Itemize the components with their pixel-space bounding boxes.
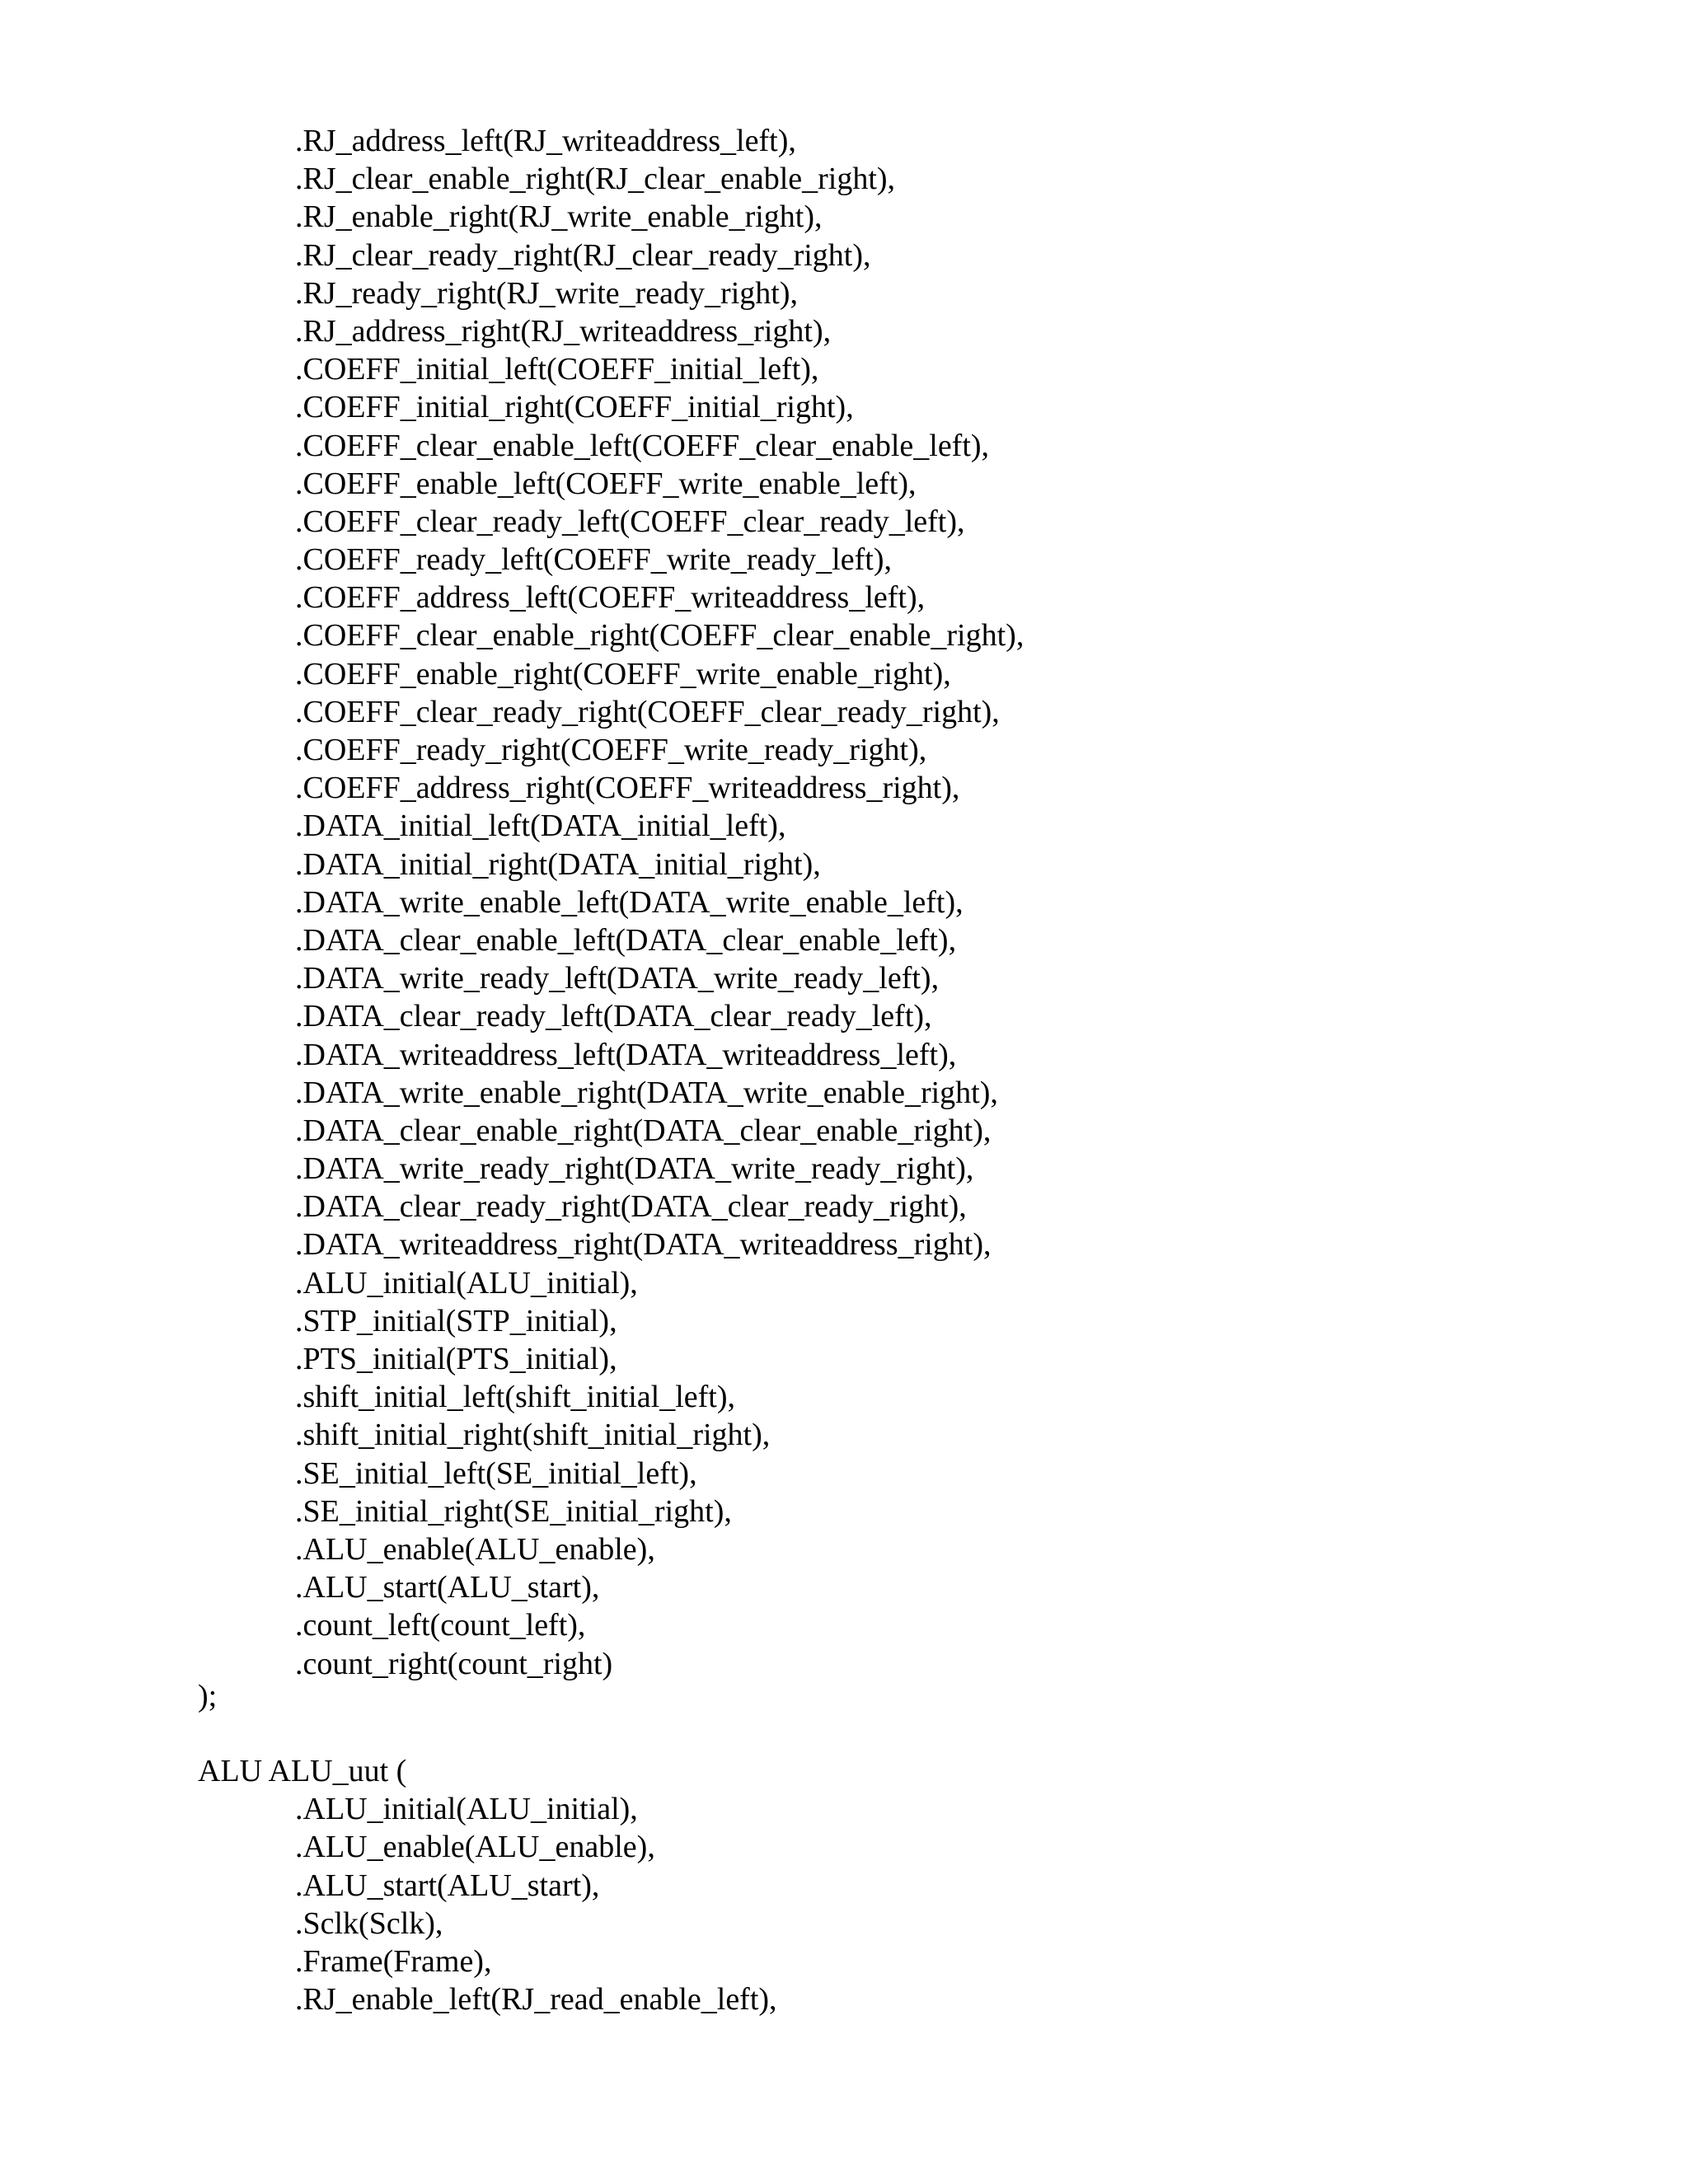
code-line: .DATA_clear_ready_left(DATA_clear_ready_left),: [295, 999, 932, 1034]
code-line: .RJ_clear_ready_right(RJ_clear_ready_right),: [295, 237, 871, 273]
code-line: .SE_initial_right(SE_initial_right),: [295, 1493, 732, 1529]
code-line: .ALU_initial(ALU_initial),: [295, 1265, 638, 1301]
code-line: .COEFF_ready_right(COEFF_write_ready_right),: [295, 733, 927, 767]
code-line: .COEFF_clear_ready_left(COEFF_clear_ready_left),: [295, 504, 965, 539]
code-line: .DATA_initial_right(DATA_initial_right),: [295, 846, 821, 882]
code-line: .shift_initial_left(shift_initial_left),: [295, 1380, 736, 1415]
close-paren: );: [198, 1679, 218, 1713]
code-line: .COEFF_address_left(COEFF_writeaddress_left),: [295, 580, 926, 616]
code-line: .RJ_enable_right(RJ_write_enable_right),: [295, 199, 823, 235]
code-line: .RJ_ready_right(RJ_write_ready_right),: [295, 275, 798, 311]
code-line: .DATA_clear_enable_left(DATA_clear_enable_left),: [295, 922, 957, 958]
code-line: .PTS_initial(PTS_initial),: [295, 1342, 617, 1376]
code-line: .DATA_clear_ready_right(DATA_clear_ready_right),: [295, 1189, 967, 1225]
code-line: .ALU_start(ALU_start),: [295, 1868, 600, 1903]
code-line: .shift_initial_right(shift_initial_right),: [295, 1418, 771, 1453]
code-line: .COEFF_enable_left(COEFF_write_enable_left),: [295, 466, 917, 501]
alu-instance-header: ALU ALU_uut (: [198, 1754, 407, 1788]
port-map-list: [0, 122, 1688, 1683]
code-line: .RJ_address_right(RJ_writeaddress_right),: [295, 313, 832, 349]
code-line: .COEFF_clear_enable_left(COEFF_clear_enable_left),: [295, 428, 990, 463]
code-line: .ALU_enable(ALU_enable),: [295, 1531, 655, 1567]
code-line: .DATA_writeaddress_right(DATA_writeaddress_right),: [295, 1227, 992, 1263]
code-line: .STP_initial(STP_initial),: [295, 1303, 617, 1338]
code-line: .count_left(count_left),: [295, 1608, 586, 1643]
code-line: .SE_initial_left(SE_initial_left),: [295, 1455, 697, 1491]
code-line: .COEFF_enable_right(COEFF_write_enable_right),: [295, 656, 951, 691]
code-line: .DATA_write_enable_right(DATA_write_enable_right),: [295, 1075, 998, 1110]
alu-instance-block: [0, 1752, 1688, 2018]
code-line: .RJ_clear_enable_right(RJ_clear_enable_right),: [295, 162, 896, 197]
code-line: .DATA_write_enable_left(DATA_write_enable_left),: [295, 884, 964, 920]
code-line: .Frame(Frame),: [295, 1943, 492, 1979]
code-line: .COEFF_initial_left(COEFF_initial_left),: [295, 352, 819, 387]
code-line: .COEFF_ready_left(COEFF_write_ready_left),: [295, 542, 892, 578]
code-line: .RJ_enable_left(RJ_read_enable_left),: [295, 1982, 777, 2018]
code-line: .DATA_writeaddress_left(DATA_writeaddress_left),: [295, 1037, 957, 1072]
code-line: .COEFF_address_right(COEFF_writeaddress_right),: [295, 771, 960, 806]
code-line: .ALU_start(ALU_start),: [295, 1570, 600, 1605]
code-line: .COEFF_initial_right(COEFF_initial_right),: [295, 390, 854, 425]
code-line: .count_right(count_right): [295, 1646, 613, 1681]
code-line: .DATA_clear_enable_right(DATA_clear_enable_right),: [295, 1113, 992, 1148]
code-line: .ALU_initial(ALU_initial),: [295, 1792, 638, 1827]
code-line: .Sclk(Sclk),: [295, 1905, 443, 1941]
code-line: .RJ_address_left(RJ_writeaddress_left),: [295, 124, 796, 158]
code-line: .COEFF_clear_enable_right(COEFF_clear_enable_right),: [295, 618, 1025, 654]
code-line: .COEFF_clear_ready_right(COEFF_clear_ready_right),: [295, 694, 1000, 729]
code-line: .ALU_enable(ALU_enable),: [295, 1830, 655, 1865]
code-line: .DATA_write_ready_left(DATA_write_ready_left),: [295, 961, 940, 996]
code-line: .DATA_write_ready_right(DATA_write_ready_right),: [295, 1151, 974, 1187]
code-line: .DATA_initial_left(DATA_initial_left),: [295, 808, 786, 844]
